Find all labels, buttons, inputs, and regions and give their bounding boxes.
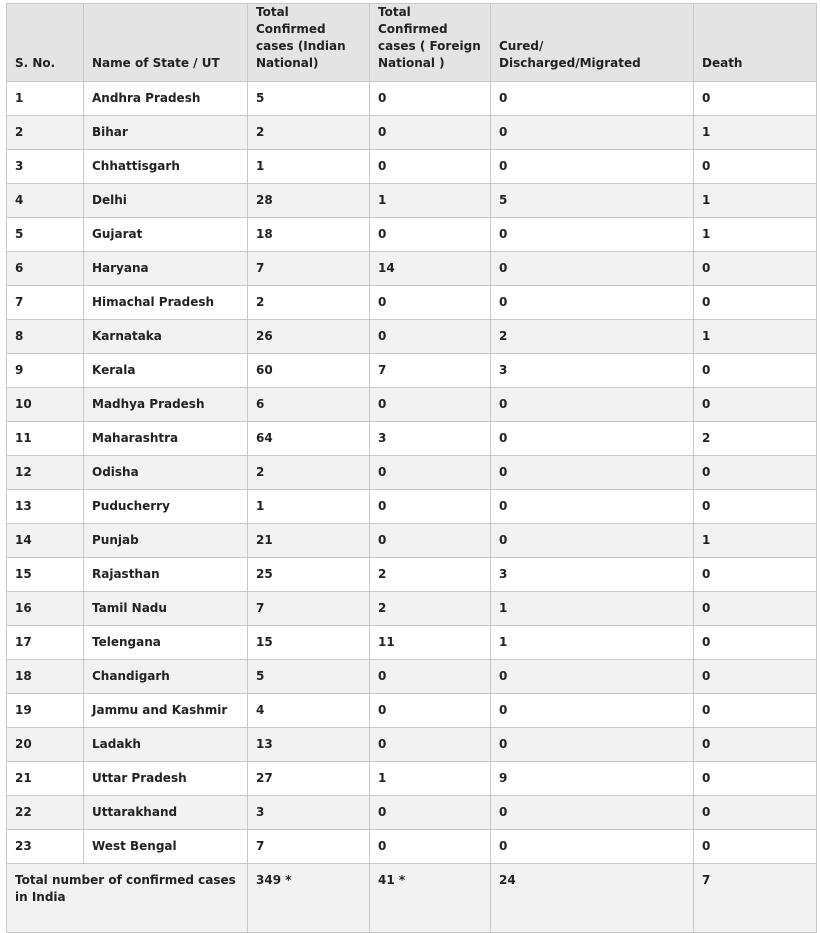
cell-indian-national: 5 xyxy=(248,660,370,694)
cell-death: 0 xyxy=(694,762,817,796)
cell-state: Himachal Pradesh xyxy=(84,286,248,320)
cell-state: Odisha xyxy=(84,456,248,490)
cell-cured: 0 xyxy=(491,286,694,320)
cases-table-container xyxy=(6,3,816,933)
table-header xyxy=(7,4,817,82)
cell-death: 0 xyxy=(694,286,817,320)
cell-foreign-national: 0 xyxy=(370,116,491,150)
cell-sno: 12 xyxy=(7,456,84,490)
table-row xyxy=(7,150,817,184)
cell-indian-national: 28 xyxy=(248,184,370,218)
cell-state: West Bengal xyxy=(84,830,248,864)
cell-cured: 0 xyxy=(491,524,694,558)
cell-indian-national: 26 xyxy=(248,320,370,354)
table-row xyxy=(7,388,817,422)
cell-sno: 14 xyxy=(7,524,84,558)
cell-foreign-national: 0 xyxy=(370,694,491,728)
cell-foreign-national: 11 xyxy=(370,626,491,660)
cell-state: Haryana xyxy=(84,252,248,286)
cell-sno: 9 xyxy=(7,354,84,388)
cell-death: 0 xyxy=(694,830,817,864)
table-body xyxy=(7,82,817,933)
cell-indian-national: 3 xyxy=(248,796,370,830)
cell-foreign-national: 0 xyxy=(370,218,491,252)
cell-state: Punjab xyxy=(84,524,248,558)
cell-state: Karnataka xyxy=(84,320,248,354)
cell-death: 0 xyxy=(694,388,817,422)
table-row xyxy=(7,184,817,218)
cell-state: Puducherry xyxy=(84,490,248,524)
cell-indian-national: 2 xyxy=(248,286,370,320)
cell-indian-national: 2 xyxy=(248,116,370,150)
cell-cured: 3 xyxy=(491,558,694,592)
cell-foreign-national: 0 xyxy=(370,796,491,830)
cell-foreign-national: 2 xyxy=(370,592,491,626)
table-row xyxy=(7,218,817,252)
cell-state: Madhya Pradesh xyxy=(84,388,248,422)
cell-sno: 22 xyxy=(7,796,84,830)
table-row xyxy=(7,592,817,626)
cell-death: 1 xyxy=(694,524,817,558)
cell-state: Rajasthan xyxy=(84,558,248,592)
cell-indian-national: 6 xyxy=(248,388,370,422)
cell-death: 0 xyxy=(694,82,817,116)
cell-foreign-national: 0 xyxy=(370,830,491,864)
cell-cured: 0 xyxy=(491,456,694,490)
cell-sno: 13 xyxy=(7,490,84,524)
cell-cured: 9 xyxy=(491,762,694,796)
cell-foreign-national: 0 xyxy=(370,82,491,116)
cell-state: Chhattisgarh xyxy=(84,150,248,184)
total-death: 7 xyxy=(694,864,817,933)
cell-foreign-national: 1 xyxy=(370,762,491,796)
cell-death: 0 xyxy=(694,354,817,388)
total-foreign: 41 * xyxy=(370,864,491,933)
cell-indian-national: 18 xyxy=(248,218,370,252)
header-foreign-national: Total Confirmed cases ( Foreign National ) xyxy=(370,4,491,82)
cell-death: 0 xyxy=(694,150,817,184)
cell-cured: 0 xyxy=(491,660,694,694)
cell-cured: 0 xyxy=(491,252,694,286)
cell-death: 0 xyxy=(694,558,817,592)
cell-sno: 21 xyxy=(7,762,84,796)
cell-indian-national: 60 xyxy=(248,354,370,388)
cell-sno: 11 xyxy=(7,422,84,456)
cell-foreign-national: 0 xyxy=(370,524,491,558)
total-indian: 349 * xyxy=(248,864,370,933)
table-row xyxy=(7,422,817,456)
cell-state: Bihar xyxy=(84,116,248,150)
cell-indian-national: 21 xyxy=(248,524,370,558)
cell-indian-national: 7 xyxy=(248,830,370,864)
cell-sno: 8 xyxy=(7,320,84,354)
cell-indian-national: 64 xyxy=(248,422,370,456)
covid-cases-table xyxy=(6,3,817,933)
cell-cured: 5 xyxy=(491,184,694,218)
cell-death: 2 xyxy=(694,422,817,456)
cell-state: Jammu and Kashmir xyxy=(84,694,248,728)
table-row xyxy=(7,796,817,830)
cell-state: Tamil Nadu xyxy=(84,592,248,626)
table-row xyxy=(7,490,817,524)
cell-indian-national: 25 xyxy=(248,558,370,592)
cell-state: Maharashtra xyxy=(84,422,248,456)
table-row xyxy=(7,728,817,762)
cell-indian-national: 2 xyxy=(248,456,370,490)
cell-indian-national: 1 xyxy=(248,490,370,524)
cell-sno: 3 xyxy=(7,150,84,184)
cell-sno: 6 xyxy=(7,252,84,286)
cell-foreign-national: 14 xyxy=(370,252,491,286)
cell-death: 0 xyxy=(694,728,817,762)
cell-indian-national: 7 xyxy=(248,252,370,286)
header-sno: S. No. xyxy=(7,4,84,82)
cell-death: 0 xyxy=(694,626,817,660)
cell-cured: 0 xyxy=(491,218,694,252)
cell-sno: 19 xyxy=(7,694,84,728)
cell-cured: 1 xyxy=(491,626,694,660)
cell-state: Kerala xyxy=(84,354,248,388)
table-row xyxy=(7,524,817,558)
cell-foreign-national: 2 xyxy=(370,558,491,592)
table-row xyxy=(7,762,817,796)
cell-sno: 4 xyxy=(7,184,84,218)
cell-foreign-national: 3 xyxy=(370,422,491,456)
header-row xyxy=(7,4,817,82)
cell-sno: 10 xyxy=(7,388,84,422)
table-row xyxy=(7,558,817,592)
cell-sno: 16 xyxy=(7,592,84,626)
cell-cured: 3 xyxy=(491,354,694,388)
total-cured: 24 xyxy=(491,864,694,933)
cell-indian-national: 1 xyxy=(248,150,370,184)
cell-cured: 0 xyxy=(491,422,694,456)
cell-cured: 0 xyxy=(491,796,694,830)
cell-state: Uttarakhand xyxy=(84,796,248,830)
cell-indian-national: 5 xyxy=(248,82,370,116)
cell-death: 1 xyxy=(694,116,817,150)
cell-state: Gujarat xyxy=(84,218,248,252)
cell-state: Delhi xyxy=(84,184,248,218)
cell-foreign-national: 0 xyxy=(370,150,491,184)
table-row xyxy=(7,286,817,320)
cell-cured: 0 xyxy=(491,82,694,116)
table-row xyxy=(7,660,817,694)
cell-sno: 7 xyxy=(7,286,84,320)
cell-sno: 18 xyxy=(7,660,84,694)
cell-cured: 0 xyxy=(491,490,694,524)
cell-foreign-national: 0 xyxy=(370,660,491,694)
cell-cured: 0 xyxy=(491,830,694,864)
header-death: Death xyxy=(694,4,817,82)
cell-sno: 17 xyxy=(7,626,84,660)
header-state: Name of State / UT xyxy=(84,4,248,82)
table-row xyxy=(7,830,817,864)
table-row xyxy=(7,626,817,660)
cell-indian-national: 4 xyxy=(248,694,370,728)
cell-foreign-national: 0 xyxy=(370,388,491,422)
total-label: Total number of confirmed cases in India xyxy=(7,864,248,933)
cell-indian-national: 13 xyxy=(248,728,370,762)
cell-death: 0 xyxy=(694,592,817,626)
cell-foreign-national: 7 xyxy=(370,354,491,388)
cell-foreign-national: 0 xyxy=(370,320,491,354)
cell-death: 0 xyxy=(694,456,817,490)
cell-death: 1 xyxy=(694,184,817,218)
header-indian-national: Total Confirmed cases (Indian National) xyxy=(248,4,370,82)
cell-foreign-national: 0 xyxy=(370,286,491,320)
cell-state: Uttar Pradesh xyxy=(84,762,248,796)
cell-sno: 5 xyxy=(7,218,84,252)
cell-sno: 2 xyxy=(7,116,84,150)
cell-indian-national: 7 xyxy=(248,592,370,626)
cell-indian-national: 15 xyxy=(248,626,370,660)
cell-death: 0 xyxy=(694,694,817,728)
cell-death: 0 xyxy=(694,252,817,286)
cell-sno: 20 xyxy=(7,728,84,762)
cell-cured: 0 xyxy=(491,388,694,422)
table-row xyxy=(7,354,817,388)
cell-cured: 2 xyxy=(491,320,694,354)
cell-foreign-national: 0 xyxy=(370,728,491,762)
table-row xyxy=(7,456,817,490)
cell-indian-national: 27 xyxy=(248,762,370,796)
table-row xyxy=(7,82,817,116)
cell-foreign-national: 0 xyxy=(370,456,491,490)
cell-death: 1 xyxy=(694,320,817,354)
cell-cured: 0 xyxy=(491,150,694,184)
table-row xyxy=(7,252,817,286)
cell-state: Chandigarh xyxy=(84,660,248,694)
cell-state: Andhra Pradesh xyxy=(84,82,248,116)
cell-sno: 1 xyxy=(7,82,84,116)
table-row xyxy=(7,320,817,354)
cell-cured: 1 xyxy=(491,592,694,626)
cell-sno: 15 xyxy=(7,558,84,592)
cell-state: Telengana xyxy=(84,626,248,660)
table-row xyxy=(7,694,817,728)
total-row xyxy=(7,864,817,933)
cell-death: 1 xyxy=(694,218,817,252)
cell-state: Ladakh xyxy=(84,728,248,762)
cell-foreign-national: 0 xyxy=(370,490,491,524)
cell-foreign-national: 1 xyxy=(370,184,491,218)
table-row xyxy=(7,116,817,150)
cell-cured: 0 xyxy=(491,728,694,762)
cell-cured: 0 xyxy=(491,116,694,150)
cell-cured: 0 xyxy=(491,694,694,728)
header-cured: Cured/ Discharged/Migrated xyxy=(491,4,694,82)
cell-sno: 23 xyxy=(7,830,84,864)
cell-death: 0 xyxy=(694,490,817,524)
cell-death: 0 xyxy=(694,660,817,694)
cell-death: 0 xyxy=(694,796,817,830)
